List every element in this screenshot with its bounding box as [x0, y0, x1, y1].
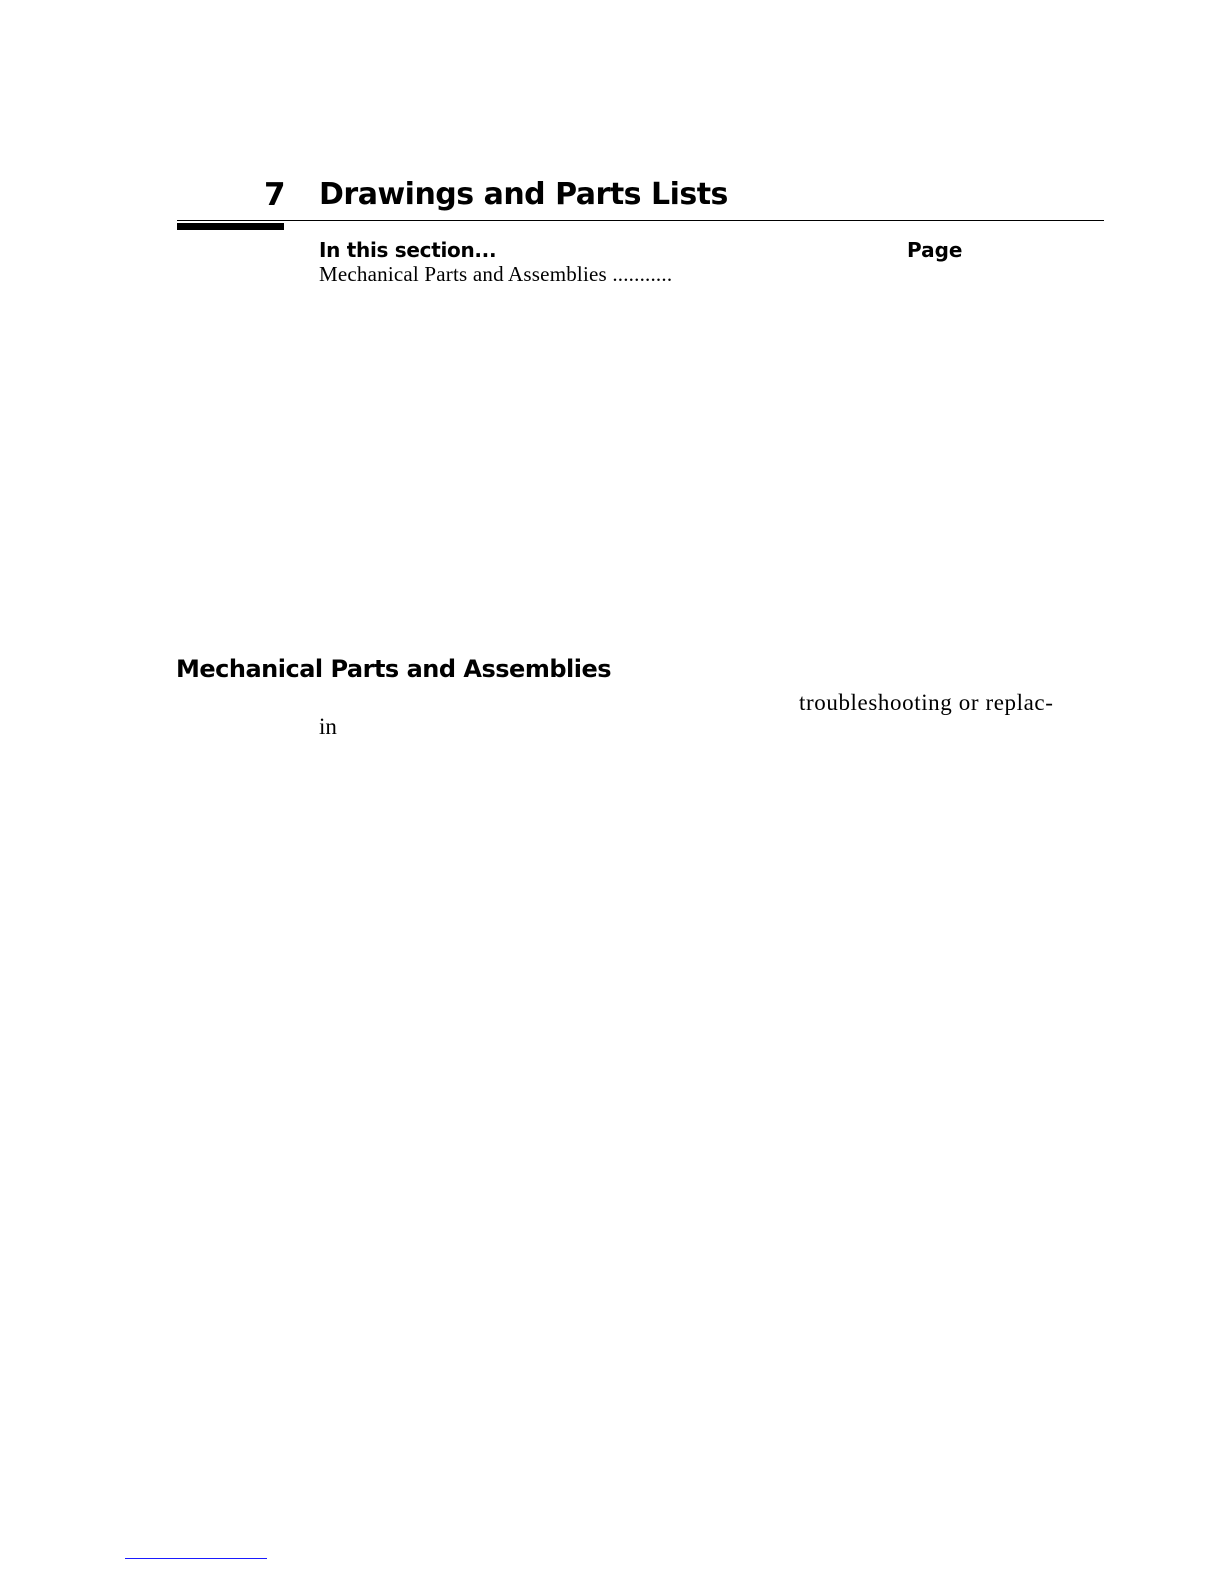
chapter-title: Drawings and Parts Lists — [319, 177, 728, 212]
chapter-rule-thin — [177, 220, 1104, 221]
body-text-line-2: in — [319, 714, 337, 739]
section-heading: Mechanical Parts and Assemblies — [176, 655, 612, 683]
toc-entry-mechanical-parts[interactable]: Mechanical Parts and Assemblies ........... — [319, 262, 673, 286]
chapter-rule-thick — [177, 223, 284, 230]
toc-heading: In this section... — [319, 238, 497, 262]
body-text-line-1: troubleshooting or replac- — [799, 690, 1054, 715]
footer-link-underline[interactable] — [125, 1558, 267, 1559]
toc-page-heading: Page — [907, 238, 963, 262]
chapter-number: 7 — [264, 177, 286, 213]
